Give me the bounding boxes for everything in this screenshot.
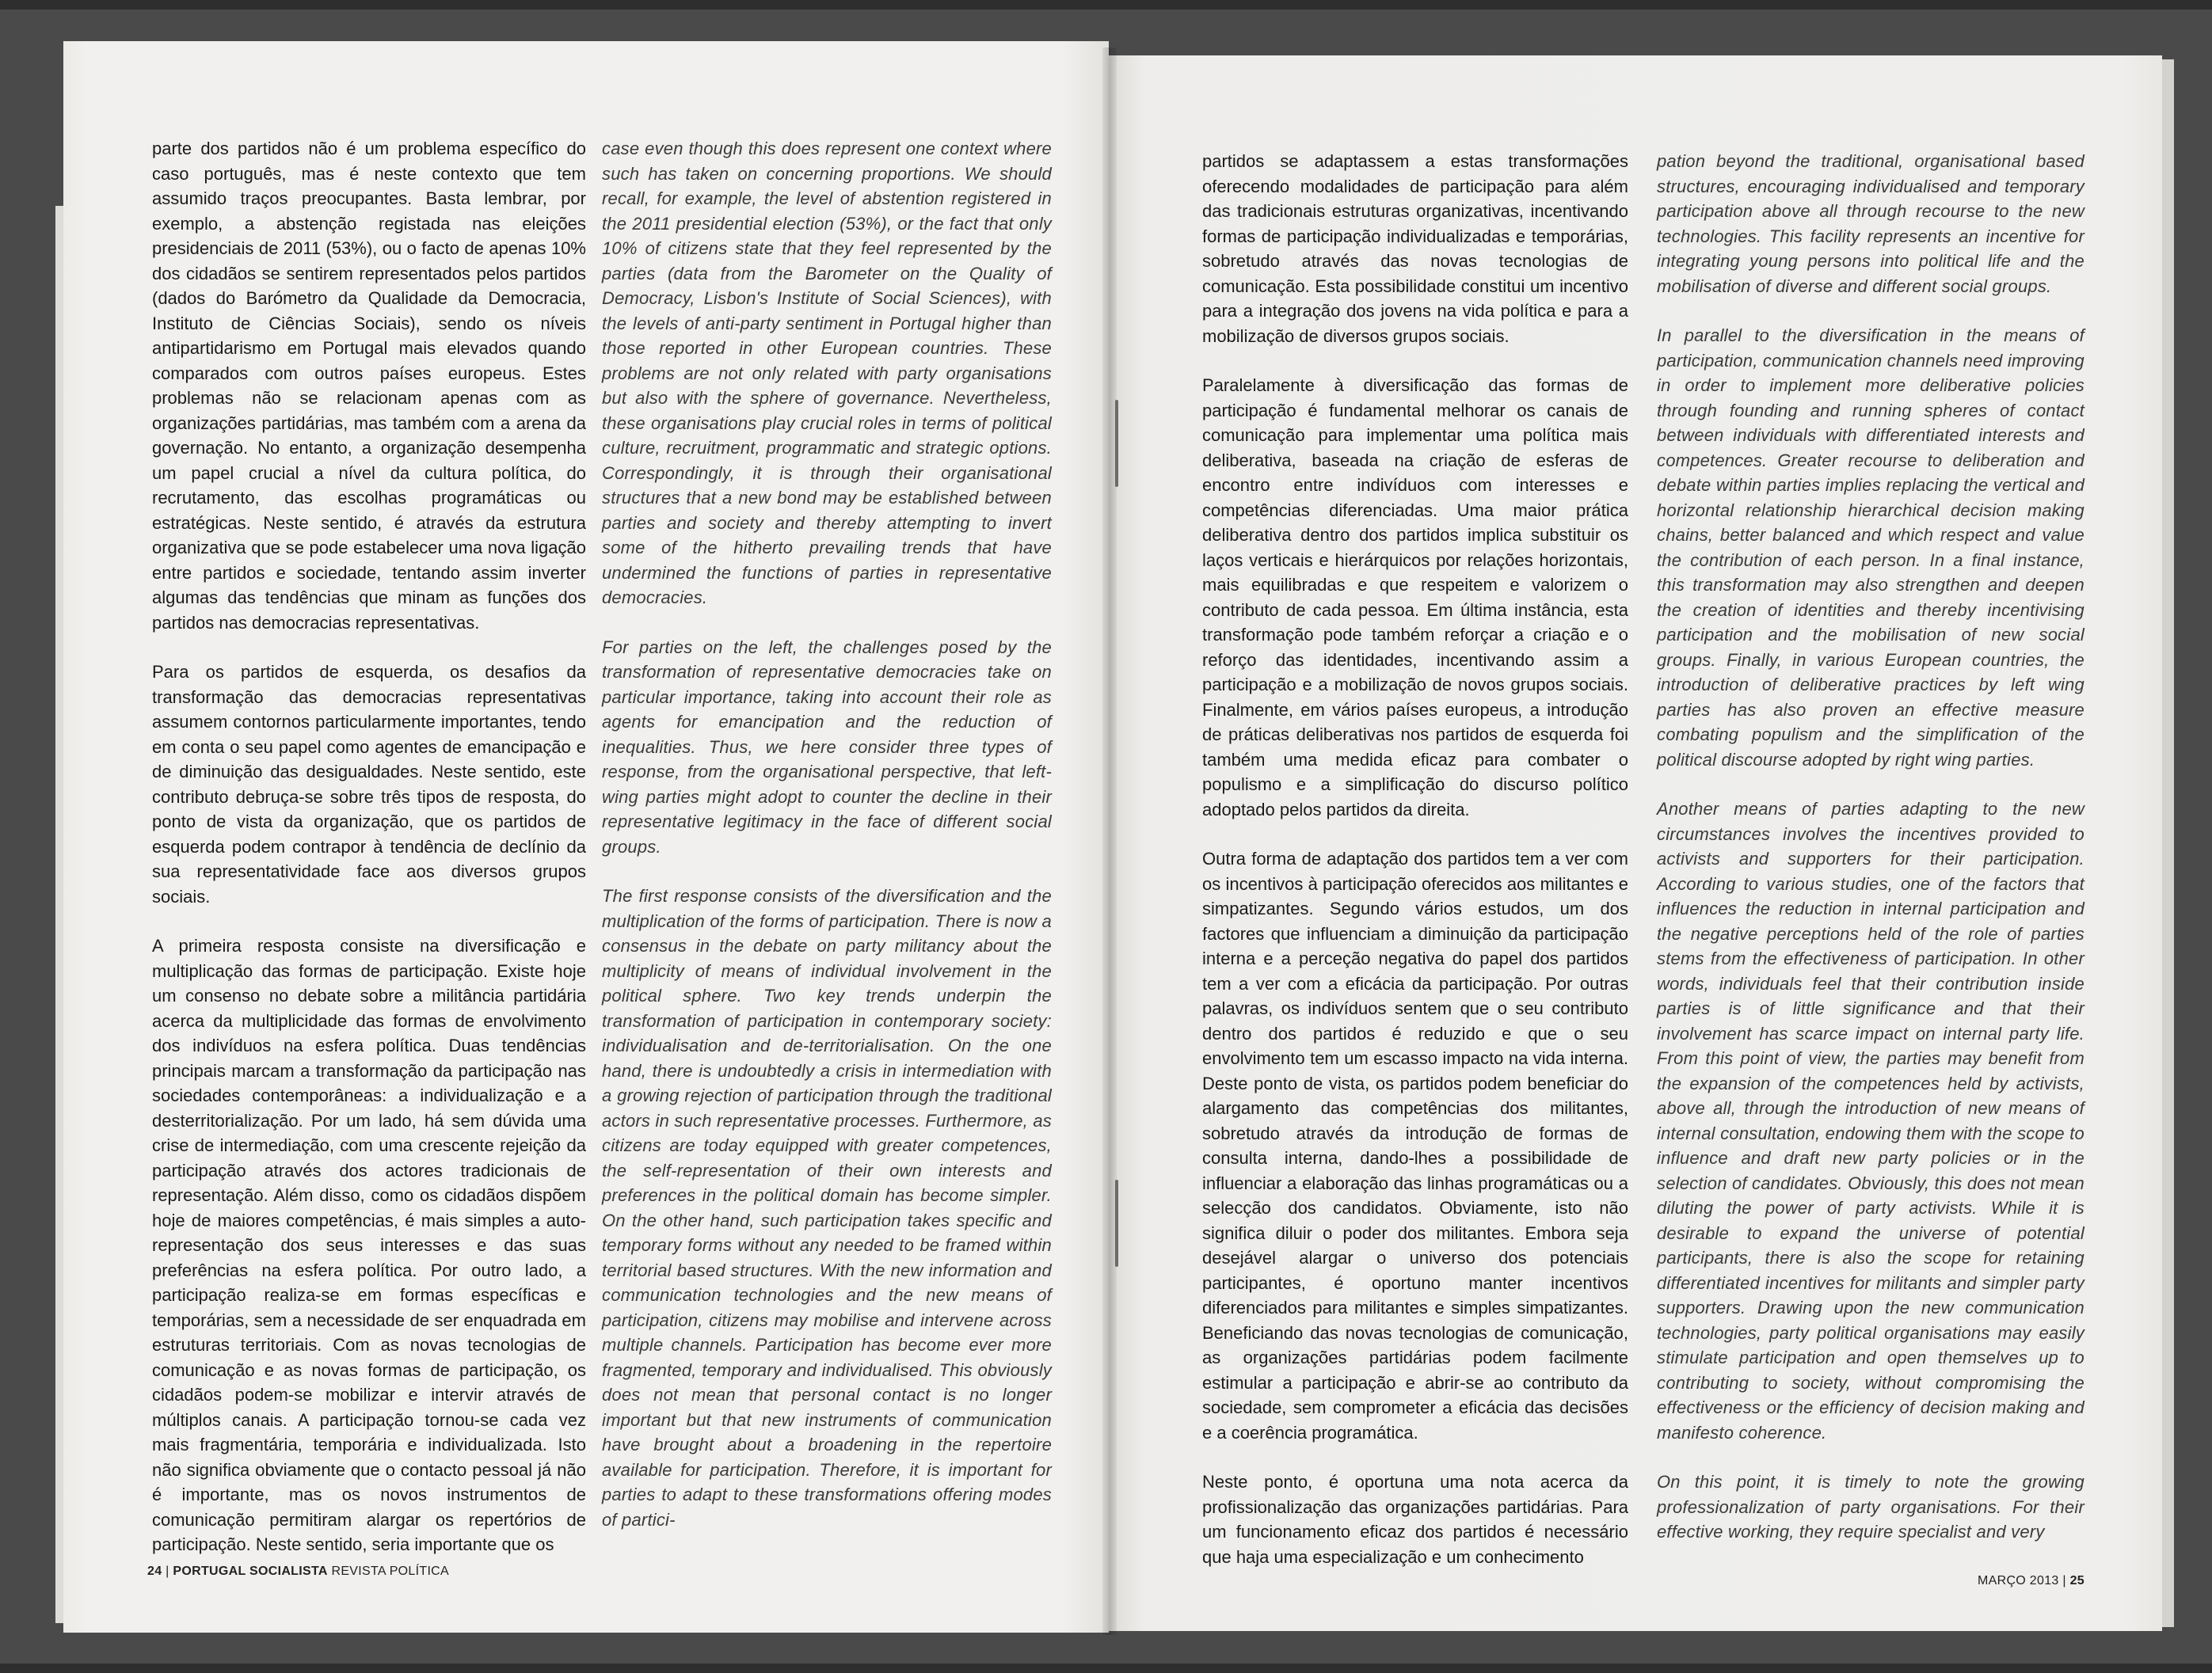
page-number: 24 bbox=[147, 1565, 162, 1578]
right-page bbox=[1109, 55, 2162, 1631]
scan-bar-top bbox=[0, 0, 2212, 10]
paragraph: Outra forma de adaptação dos partidos tem a ver com os incentivos à participação oferecidos aos militantes e simpatizantes. Segundo vários estudos, um dos factores que influenciam a diminuição da participação interna e a perceção negativa do papel dos partidos tem a ver com a eficácia da participação. Por outras palavras, os indivíduos sentem que o seu contributo dentro dos partidos é reduzido e que o seu envolvimento tem um escasso impacto na vida interna. Deste ponto de vista, os partidos podem beneficiar do alargamento das competências dos militantes, sobretudo através da introdução de formas de consulta interna, dando-lhes a possibilidade de influenciar a elaboração das linhas programáticas ou a selecção dos candidatos. Obviamente, isto não significa diluir o poder dos militantes. Embora seja desejável alargar o universo dos potenciais participantes, é oportuno manter incentivos diferenciados para militantes e simples simpatizantes. Beneficiando das novas tecnologias de comunicação, as organizações partidárias podem facilmente estimular a participação e abrir-se ao contributo da sociedade, sem comprometer a eficácia das decisões e a coerência programática. bbox=[1202, 849, 1628, 1443]
paragraph: A primeira resposta consiste na diversificação e multiplicação das formas de participação. Existe hoje um consenso no debate sobre a militância partidária acerca da multiplicidade das formas de envolvimento dos indivíduos na esfera política. Duas tendências principais marcam a transformação da participação nas sociedades contemporâneas: a individualização e a desterritorialização. Por um lado, há sem dúvida uma crise de intermediação, com uma crescente rejeição da participação através dos actores tradicionais de representação. Além disso, como os cidadãos dispõem hoje de maiores competências, é mais simples a auto-representação dos seus interesses e das suas preferências na esfera política. Por outro lado, a participação realiza-se em formas específicas e temporárias, sem a necessidade de ser enquadrada em estruturas territoriais. Com as novas tecnologias de comunicação e as novas formas de participação, os cidadãos podem-se mobilizar e intervir através de múltiplos canais. A participação tornou-se cada vez mais fragmentária, temporária e individualizada. Isto não significa obviamente que o contacto pessoal já não é importante, mas os novos instrumentos de comunicação permitiram alargar os repertórios de participação. Neste sentido, seria importante que os bbox=[152, 936, 586, 1554]
paragraph: parte dos partidos não é um problema específico do caso português, mas é neste contexto que tem assumido traços preocupantes. Basta lembrar, por exemplo, a abstenção registada nas eleições presidenciais de 2011 (53%), ou o facto de apenas 10% dos cidadãos se sentirem representados pelos partidos (dados do Barómetro da Qualidade da Democracia, Instituto de Ciências Sociais), sendo os níveis antipartidarismo em Portugal mais elevados quando comparados com outros países europeus. Estes problemas não se relacionam apenas com as organizações partidárias, mas também com a arena da governação. No entanto, a organização desempenha um papel crucial a nível da cultura política, do recrutamento, das escolhas programáticas ou estratégicas. Neste sentido, é através da estrutura organizativa que se pode estabelecer uma nova ligação entre partidos e sociedade, tentando assim inverter algumas das tendências que minam as funções dos partidos nas democracias representativas. bbox=[152, 139, 586, 633]
page-number: 25 bbox=[2069, 1574, 2084, 1587]
left-footer bbox=[147, 1565, 449, 1579]
left-english-column bbox=[602, 136, 1052, 1557]
book-gutter bbox=[1102, 48, 1117, 1635]
paragraph: Para os partidos de esquerda, os desafios da transformação das democracias representativas assumem contornos particularmente importantes, tendo em conta o seu papel como agentes de emancipação e de diminuição das desigualdades. Neste sentido, este contributo debruça-se sobre três tipos de resposta, do ponto de vista da organização, que os partidos de esquerda podem contrapor à tendência de declínio da sua representatividade face aos diversos grupos sociais. bbox=[152, 662, 586, 907]
paragraph: Another means of parties adapting to the new circumstances involves the incentives provided to activists and supporters for their participation. According to various studies, one of the factors that influences the reduction in internal participation and the negative perceptions held of the role of parties stems from the effectiveness of participation. In other words, individuals feel that their contribution inside parties is of little significance and that their involvement has scarce impact on internal party life. From this point of view, the parties may benefit from the expansion of the competences held by activists, above all, through the introduction of new means of internal consultation, endowing them with the scope to influence and draft new party policies or in the selection of candidates. Obviously, this does not mean diluting the power of party activists. While it is desirable to expand the universe of potential participants, there is also the scope for retaining differentiated incentives for militants and simpler party supporters. Drawing upon the new communication technologies, party political organisations may easily stimulate participation and open themselves up to contributing to society, without compromising the effectiveness or the efficiency of decision making and manifesto coherence. bbox=[1657, 799, 2084, 1443]
staple-bottom bbox=[1115, 1180, 1118, 1267]
footer-separator: | bbox=[2062, 1574, 2066, 1587]
magazine-section: REVISTA POLÍTICA bbox=[331, 1565, 450, 1578]
staple-top bbox=[1115, 400, 1118, 487]
paragraph: pation beyond the traditional, organisational based structures, encouraging individualised and temporary participation above all through recourse to the new technologies. This facility represents an incentive for integrating young persons into political life and the mobilisation of diverse and different social groups. bbox=[1657, 151, 2084, 296]
paragraph: Neste ponto, é oportuna uma nota acerca da profissionalização das organizações partidárias. Para um funcionamento eficaz dos partidos é necessário que haja uma especialização e um conhecimento bbox=[1202, 1472, 1628, 1567]
paragraph: On this point, it is timely to note the growing professionalization of party organisations. For their effective working, they require specialist and very bbox=[1657, 1472, 2084, 1542]
paragraph: case even though this does represent one context where such has taken on concerning proportions. We should recall, for example, the level of abstention registered in the 2011 presidential election (53%), or the fact that only 10% of citizens state that they feel represented by the parties (data from the Barometer on the Quality of Democracy, Lisbon's Institute of Social Sciences), with the levels of anti-party sentiment in Portugal higher than those reported in other European countries. These problems are not only related with party organisations but also with the sphere of governance. Nevertheless, these organisations play crucial roles in terms of political culture, recruitment, programmatic and strategic options. Correspondingly, it is through their organisational structures that a new bond may be established between parties and society and thereby attempting to invert some of the hitherto prevailing trends that have undermined the functions of parties in representative democracies. bbox=[602, 139, 1052, 607]
paragraph: Paralelamente à diversificação das formas de participação é fundamental melhorar os canais de comunicação para implementar uma política mais deliberativa, baseada na criação de esferas de encontro entre indivíduos com interesses e competências diferenciadas. Uma maior prática deliberativa dentro dos partidos implica substituir os laços verticais e hierárquicos por relações horizontais, mais equilibradas e que respeitem e valorizem o contributo de cada pessoa. Em última instância, esta transformação pode também reforçar a criação e o reforço das identidades, incentivando assim a participação e a mobilização de novos grupos sociais. Finalmente, em vários países europeus, a introdução de práticas deliberativas nos partidos de esquerda foi também uma medida eficaz para combater o populismo e a simplificação do discurso político adoptado pelos partidos da direita. bbox=[1202, 375, 1628, 819]
left-page bbox=[63, 41, 1109, 1633]
paragraph: In parallel to the diversification in the means of participation, communication channels need improving in order to implement more deliberative policies through founding and running spheres of contact between individuals with differentiated interests and competences. Greater recourse to deliberation and debate within parties implies replacing the vertical and horizontal relationship hierarchical decision making chains, better balanced and which respect and value the contribution of each person. In a final instance, this transformation may also strengthen and deepen the creation of identities and thereby incentivising participation and the mobilisation of new social groups. Finally, in various European countries, the introduction of deliberative practices by left wing parties has also proven an effective measure combating populism and the simplification of the political discourse adopted by right wing parties. bbox=[1657, 325, 2084, 770]
paragraph: For parties on the left, the challenges posed by the transformation of representative democracies take on particular importance, taking into account their role as agents for emancipation and the reduction of inequalities. Thus, we here consider three types of response, from the organisational perspective, that left-wing parties might adopt to counter the decline in their representative legitimacy in the face of different social groups. bbox=[602, 637, 1052, 857]
footer-separator: | bbox=[166, 1565, 169, 1578]
right-english-column bbox=[1657, 149, 2084, 1569]
right-portuguese-column bbox=[1202, 149, 1628, 1594]
magazine-name: PORTUGAL SOCIALISTA bbox=[173, 1565, 328, 1578]
issue-date: MARÇO 2013 bbox=[1978, 1574, 2059, 1587]
paragraph: The first response consists of the diversification and the multiplication of the forms of participation. There is now a consensus in the debate on party militancy about the multiplicity of means of individual involvement in the political sphere. Two key trends underpin the transformation of participation in contemporary society: individualisation and de-territorialisation. On the one hand, there is undoubtedly a crisis in intermediation with a growing rejection of participation through the traditional actors in such representative processes. Furthermore, as citizens are today equipped with greater competences, the self-representation of their own interests and preferences in the political domain has become simpler. On the other hand, such participation takes specific and temporary forms without any needed to be framed within territorial based structures. With the new information and communication technologies and the new means of participation, citizens may mobilise and intervene across multiple channels. Participation has become ever more fragmented, temporary and individualised. This obviously does not mean that personal contact is no longer important but that new instruments of communication have brought about a broadening in the repertoire available for participation. Therefore, it is important for parties to adapt to these transformations offering modes of partici- bbox=[602, 886, 1052, 1530]
paragraph: partidos se adaptassem a estas transformações oferecendo modalidades de participação para além das tradicionais estruturas organizativas, incentivando formas de participação individualizadas e temporárias, sobretudo através das novas tecnologias de comunicação. Esta possibilidade constitui um incentivo para a integração dos jovens na vida política e para a mobilização de diversos grupos sociais. bbox=[1202, 151, 1628, 346]
left-portuguese-column bbox=[152, 136, 586, 1582]
scan-bar-bottom bbox=[0, 1663, 2212, 1673]
right-footer bbox=[1978, 1574, 2084, 1588]
